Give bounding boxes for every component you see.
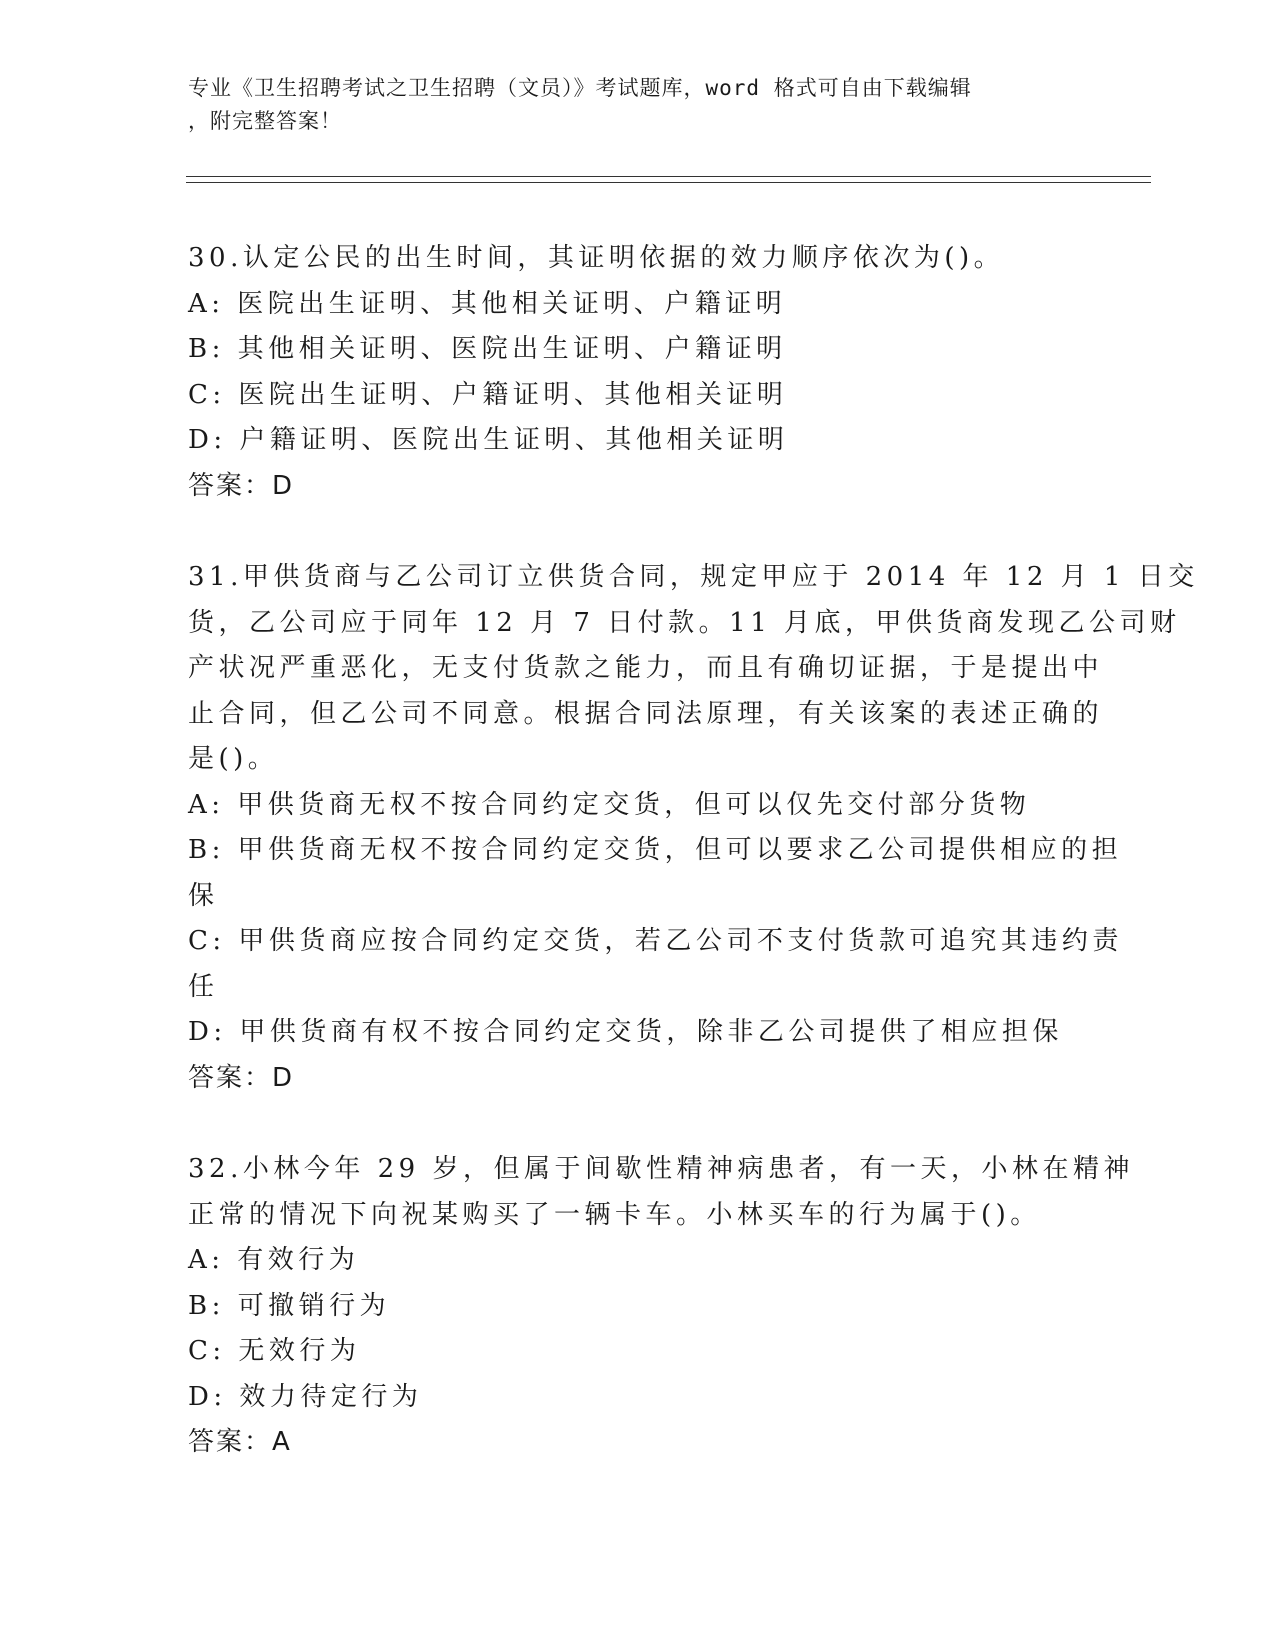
option-b: B: 甲供货商无权不按合同约定交货，但可以要求乙公司提供相应的担 xyxy=(188,835,1123,865)
question-stem: 30.认定公民的出生时间，其证明依据的效力顺序依次为()。 xyxy=(188,243,1005,273)
option-b: B: 其他相关证明、医院出生证明、户籍证明 xyxy=(188,334,787,364)
option-b: B: 可撤销行为 xyxy=(188,1290,391,1321)
document-header xyxy=(188,72,1088,138)
question-stem: 货，乙公司应于同年 12 月 7 日付款。11 月底，甲供货商发现乙公司财 xyxy=(188,607,1181,638)
question-stem: 正常的情况下向祝某购买了一辆卡车。小林买车的行为属于()。 xyxy=(188,1199,1041,1230)
option-c: C: 医院出生证明、户籍证明、其他相关证明 xyxy=(188,379,788,410)
question-list xyxy=(188,236,1199,1512)
option-a: A: 医院出生证明、其他相关证明、户籍证明 xyxy=(188,288,787,319)
header-line-2: ，附完整答案！ xyxy=(188,109,342,133)
option-c: C: 甲供货商应按合同约定交货，若乙公司不支付货款可追究其违约责 xyxy=(188,926,1123,956)
answer-label: 答案：A xyxy=(188,1427,292,1457)
option-b: 保 xyxy=(188,880,219,911)
question-30 xyxy=(188,236,1088,509)
option-c: 任 xyxy=(188,971,219,1002)
option-c: C: 无效行为 xyxy=(188,1336,361,1366)
option-d: D: 甲供货商有权不按合同约定交货，除非乙公司提供了相应担保 xyxy=(188,1017,1063,1047)
option-a: A: 甲供货商无权不按合同约定交货，但可以仅先交付部分货物 xyxy=(188,789,1031,820)
option-d: D: 户籍证明、医院出生证明、其他相关证明 xyxy=(188,425,789,455)
header-divider-top xyxy=(186,176,1151,177)
question-stem: 31.甲供货商与乙公司订立供货合同，规定甲应于 2014 年 12 月 1 日交 xyxy=(188,562,1199,592)
header-divider-bottom xyxy=(186,182,1151,183)
question-32 xyxy=(188,1147,1134,1466)
question-stem: 32.小林今年 29 岁，但属于间歇性精神病患者，有一天，小林在精神 xyxy=(188,1154,1134,1184)
question-31 xyxy=(188,555,1199,1101)
option-d: D: 效力待定行为 xyxy=(188,1381,423,1412)
question-stem: 止合同，但乙公司不同意。根据合同法原理，有关该案的表述正确的 xyxy=(188,698,1104,729)
answer-label: 答案：D xyxy=(188,1062,295,1093)
header-line-1: 专业《卫生招聘考试之卫生招聘（文员）》考试题库，word 格式可自由下载编辑 xyxy=(188,76,972,100)
option-a: A: 有效行为 xyxy=(188,1245,360,1275)
question-stem: 是()。 xyxy=(188,744,279,774)
answer-label: 答案：D xyxy=(188,470,295,501)
question-stem: 产状况严重恶化，无支付货款之能力，而且有确切证据，于是提出中 xyxy=(188,653,1104,683)
